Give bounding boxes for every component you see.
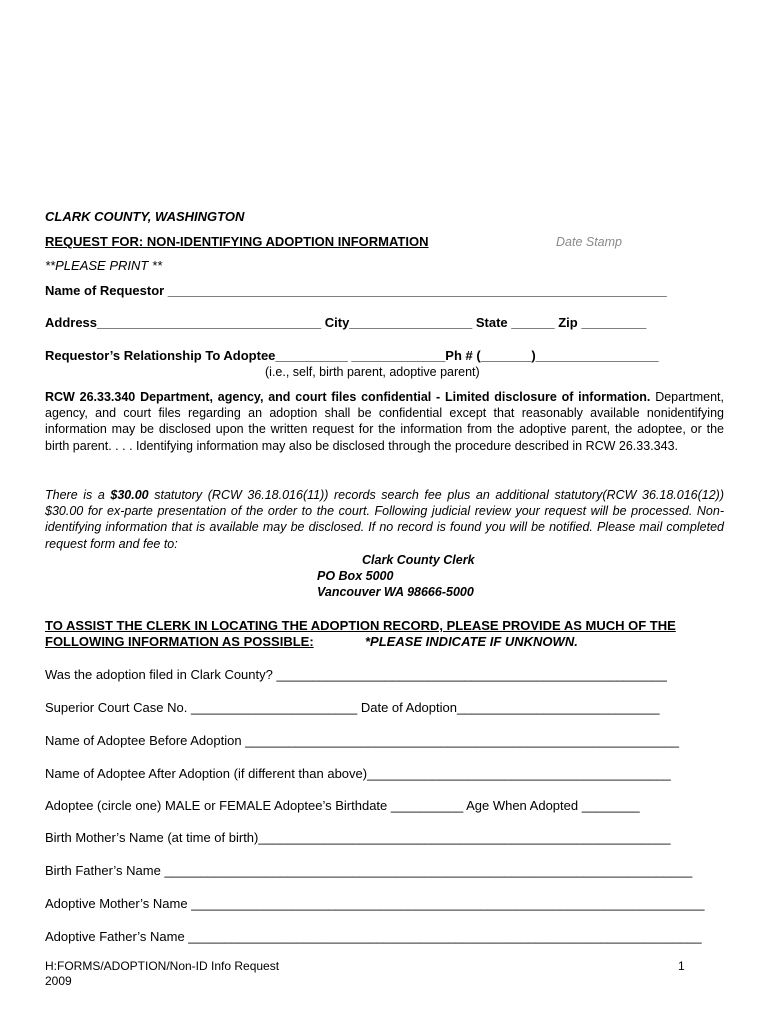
rcw-body: Department, agency, and court files regarding an adoption shall be confidential except that reasonably available nonidentifying information may be disclosed upon the written request for the information from the adoptive parent, the adoptee, or the birth parent. . . . Identifying information may also be disclosed through the procedure described in RCW 26.33.343. xyxy=(45,390,724,453)
name-after-adoption-field[interactable]: Name of Adoptee After Adoption (if different than above)__________________________________________ xyxy=(45,766,671,781)
birth-father-field[interactable]: Birth Father’s Name _________________________________________________________________________ xyxy=(45,863,693,878)
fee-paragraph xyxy=(45,487,724,552)
po-box: PO Box 5000 xyxy=(317,569,394,583)
name-before-adoption-field[interactable]: Name of Adoptee Before Adoption ____________________________________________________________ xyxy=(45,733,679,748)
fee-intro: There is a xyxy=(45,488,111,502)
name-of-requestor-field[interactable]: Name of Requestor _____________________________________________________________________ xyxy=(45,283,667,298)
sex-birthdate-field[interactable]: Adoptee (circle one) MALE or FEMALE Adoptee’s Birthdate __________ Age When Adopted ________ xyxy=(45,798,640,813)
address-field[interactable]: Address_______________________________ City_________________ State ______ Zip _________ xyxy=(45,315,647,330)
please-print-note: **PLEASE PRINT ** xyxy=(45,258,163,273)
unknown-note: *PLEASE INDICATE IF UNKNOWN. xyxy=(365,634,578,649)
rcw-paragraph xyxy=(45,389,724,454)
footer-path: H:FORMS/ADOPTION/Non-ID Info Request xyxy=(45,959,280,973)
birth-mother-field[interactable]: Birth Mother’s Name (at time of birth)_________________________________________________________ xyxy=(45,830,671,845)
date-stamp-label: Date Stamp xyxy=(556,235,623,249)
fee-text: statutory (RCW 36.18.016(11)) records search fee plus an additional statutory(RCW 36.18.016(12)) $30.00 for ex-parte presentation of the order to the court. Following judicial review your request will be processed. Non-identifying information that is available may be disclosed. If no record is found you will be notified. Please mail completed request form and fee to: xyxy=(45,488,724,551)
footer-year: 2009 xyxy=(45,974,72,988)
city-zip: Vancouver WA 98666-5000 xyxy=(317,585,474,599)
page-number: 1 xyxy=(678,959,685,973)
clerk-name: Clark County Clerk xyxy=(362,553,475,567)
county-heading: CLARK COUNTY, WASHINGTON xyxy=(45,209,245,224)
fee-amount: $30.00 xyxy=(110,488,149,502)
relationship-hint: (i.e., self, birth parent, adoptive parent) xyxy=(265,365,480,379)
request-title: REQUEST FOR: NON-IDENTIFYING ADOPTION INFORMATION xyxy=(45,234,429,249)
adoptive-father-field[interactable]: Adoptive Father’s Name _______________________________________________________________________ xyxy=(45,929,702,944)
adoptive-mother-field[interactable]: Adoptive Mother’s Name _______________________________________________________________________ xyxy=(45,896,705,911)
rcw-heading: RCW 26.33.340 Department, agency, and court files confidential - Limited disclosure of information. xyxy=(45,390,651,404)
assist-line-2: FOLLOWING INFORMATION AS POSSIBLE: xyxy=(45,634,314,649)
adoption-filed-field[interactable]: Was the adoption filed in Clark County? ______________________________________________________ xyxy=(45,667,667,682)
assist-line-1: TO ASSIST THE CLERK IN LOCATING THE ADOPTION RECORD, PLEASE PROVIDE AS MUCH OF THE xyxy=(45,618,676,633)
case-number-field[interactable]: Superior Court Case No. _______________________ Date of Adoption____________________________ xyxy=(45,700,660,715)
relationship-field[interactable]: Requestor’s Relationship To Adoptee__________ _____________Ph # (_______)_________________ xyxy=(45,348,659,363)
